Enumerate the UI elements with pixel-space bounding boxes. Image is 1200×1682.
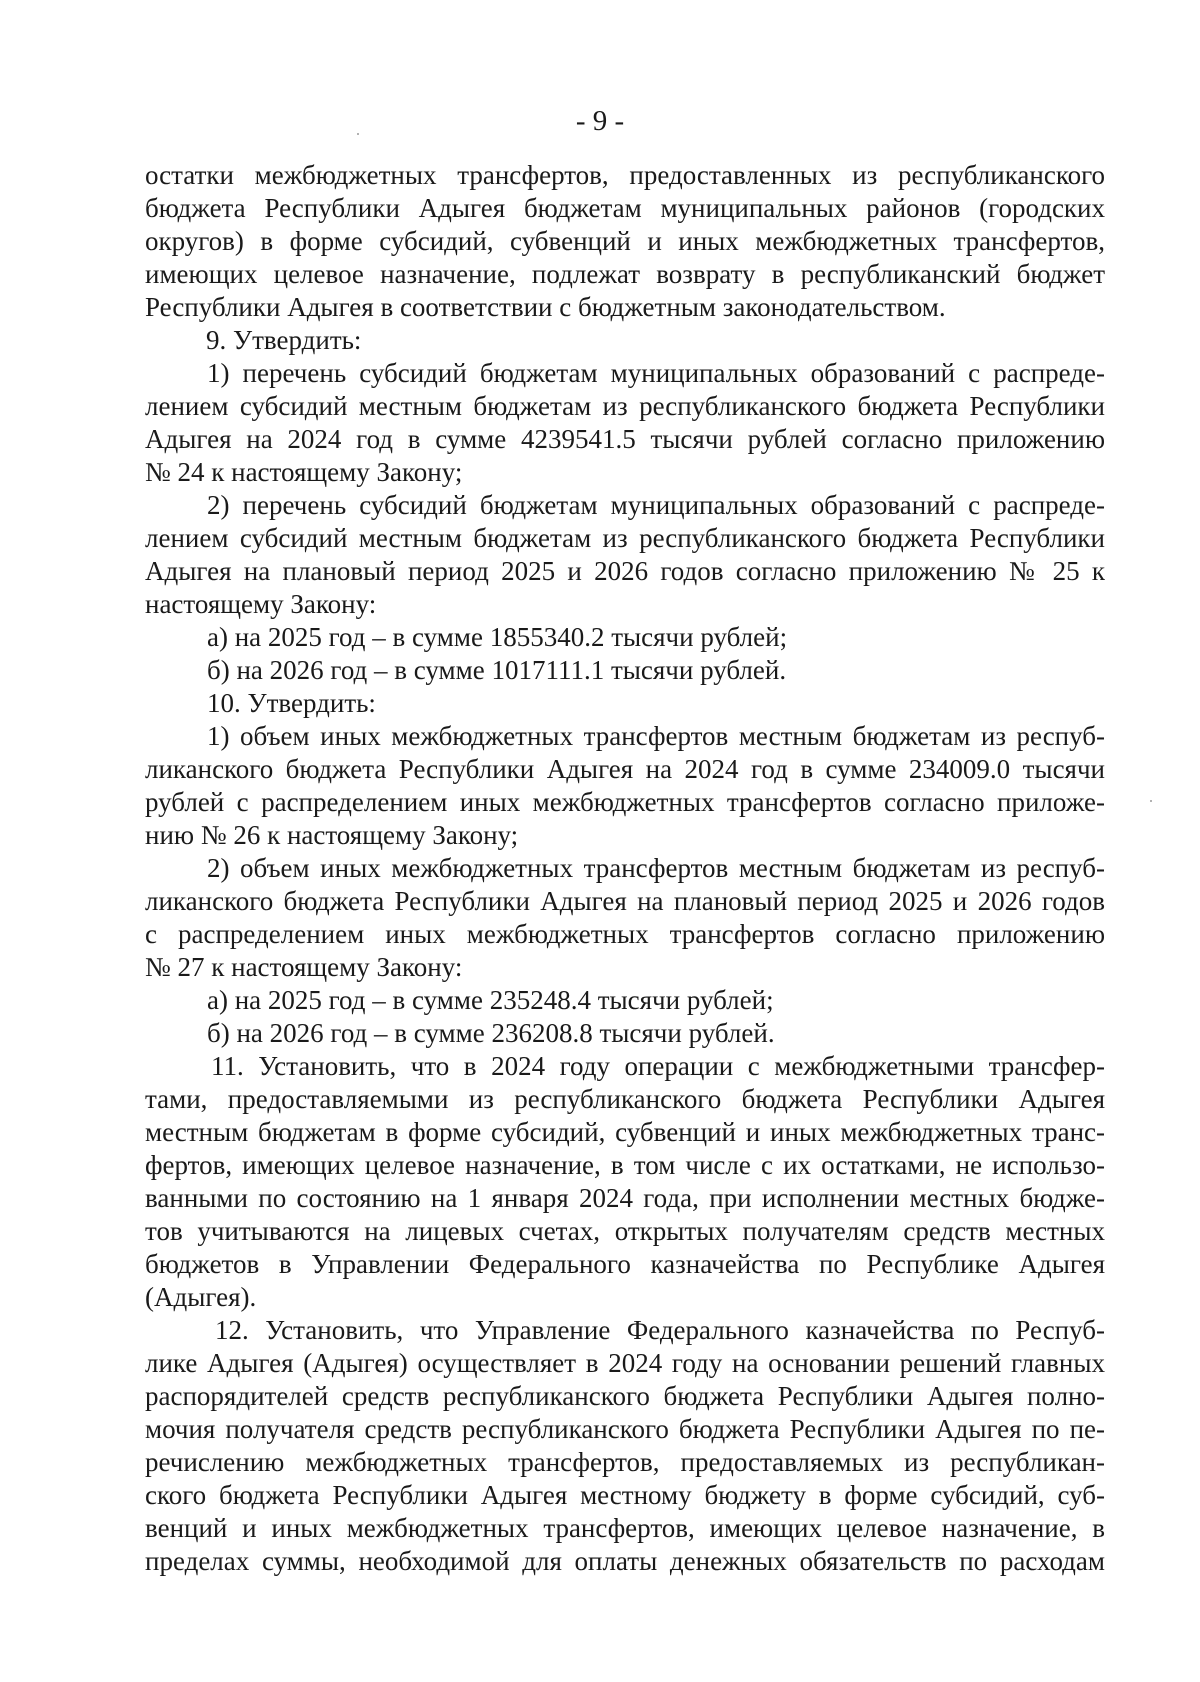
text-line: 9. Утвердить: [206, 325, 362, 355]
text-line: венций и иных межбюджетных трансфертов, имеющих целевое назначение, в [145, 1513, 1105, 1543]
text-line: б) на 2026 год – в сумме 1017111.1 тысячи рублей. [207, 655, 787, 685]
text-line: ликанского бюджета Республики Адыгея на плановый период 2025 и 2026 годов [145, 886, 1105, 916]
text-line: мочия получателя средств республиканского бюджета Республики Адыгея по пе- [145, 1414, 1105, 1444]
page-number: - 9 - [575, 105, 625, 137]
text-line: Адыгея на 2024 год в сумме 4239541.5 тысячи рублей согласно приложению [145, 424, 1105, 454]
text-line: лике Адыгея (Адыгея) осуществляет в 2024 году на основании решений главных [145, 1348, 1105, 1378]
text-line: бюджетов в Управлении Федерального казначейства по Республике Адыгея [145, 1249, 1105, 1279]
text-line: пределах суммы, необходимой для оплаты денежных обязательств по расходам [145, 1546, 1105, 1576]
text-line: (Адыгея). [145, 1282, 257, 1312]
text-line: Адыгея на плановый период 2025 и 2026 годов согласно приложению № 25 к [145, 556, 1105, 586]
text-line: ского бюджета Республики Адыгея местному бюджету в форме субсидий, суб- [145, 1480, 1105, 1510]
text-line: а) на 2025 год – в сумме 1855340.2 тысячи рублей; [207, 622, 788, 652]
text-line: лением субсидий местным бюджетам из республиканского бюджета Республики [145, 523, 1105, 553]
text-line: 10. Утвердить: [207, 688, 376, 718]
text-line: тами, предоставляемыми из республиканского бюджета Республики Адыгея [145, 1084, 1105, 1114]
scan-speck [357, 133, 359, 135]
text-line: Республики Адыгея в соответствии с бюджетным законодательством. [145, 292, 946, 322]
text-line: тов учитываются на лицевых счетах, открытых получателям средств местных [145, 1216, 1105, 1246]
text-line: настоящему Закону: [145, 589, 377, 619]
text-line: ванными по состоянию на 1 января 2024 года, при исполнении местных бюдже- [145, 1183, 1105, 1213]
text-line: 11. Установить, что в 2024 году операции с межбюджетными трансфер- [211, 1051, 1105, 1081]
text-line: остатки межбюджетных трансфертов, предоставленных из республиканского [145, 160, 1105, 190]
text-line: бюджета Республики Адыгея бюджетам муниципальных районов (городских [145, 193, 1105, 223]
text-line: 12. Установить, что Управление Федерального казначейства по Респуб- [215, 1315, 1105, 1345]
text-line: 2) перечень субсидий бюджетам муниципальных образований с распреде- [207, 490, 1105, 520]
text-line: речислению межбюджетных трансфертов, предоставляемых из республикан- [145, 1447, 1105, 1477]
text-line: распорядителей средств республиканского бюджета Республики Адыгея полно- [145, 1381, 1105, 1411]
scan-speck [1150, 800, 1152, 802]
text-line: местным бюджетам в форме субсидий, субвенций и иных межбюджетных транс- [145, 1117, 1105, 1147]
text-line: имеющих целевое назначение, подлежат возврату в республиканский бюджет [145, 259, 1105, 289]
text-line: округов) в форме субсидий, субвенций и иных межбюджетных трансфертов, [145, 226, 1105, 256]
text-line: 1) перечень субсидий бюджетам муниципальных образований с распреде- [207, 358, 1105, 388]
document-body [145, 159, 1105, 1578]
text-line: 1) объем иных межбюджетных трансфертов местным бюджетам из респуб- [207, 721, 1105, 751]
text-line: б) на 2026 год – в сумме 236208.8 тысячи рублей. [207, 1018, 775, 1048]
text-line: № 27 к настоящему Закону: [145, 952, 463, 982]
text-line: ликанского бюджета Республики Адыгея на 2024 год в сумме 234009.0 тысячи [145, 754, 1105, 784]
text-line: лением субсидий местным бюджетам из республиканского бюджета Республики [145, 391, 1105, 421]
text-line: фертов, имеющих целевое назначение, в том числе с их остатками, не использо- [145, 1150, 1105, 1180]
text-line: с распределением иных межбюджетных трансфертов согласно приложению [145, 919, 1105, 949]
text-line: а) на 2025 год – в сумме 235248.4 тысячи рублей; [207, 985, 774, 1015]
text-line: № 24 к настоящему Закону; [145, 457, 463, 487]
text-line: нию № 26 к настоящему Закону; [145, 820, 519, 850]
text-line: 2) объем иных межбюджетных трансфертов местным бюджетам из респуб- [207, 853, 1105, 883]
text-line: рублей с распределением иных межбюджетных трансфертов согласно приложе- [145, 787, 1105, 817]
